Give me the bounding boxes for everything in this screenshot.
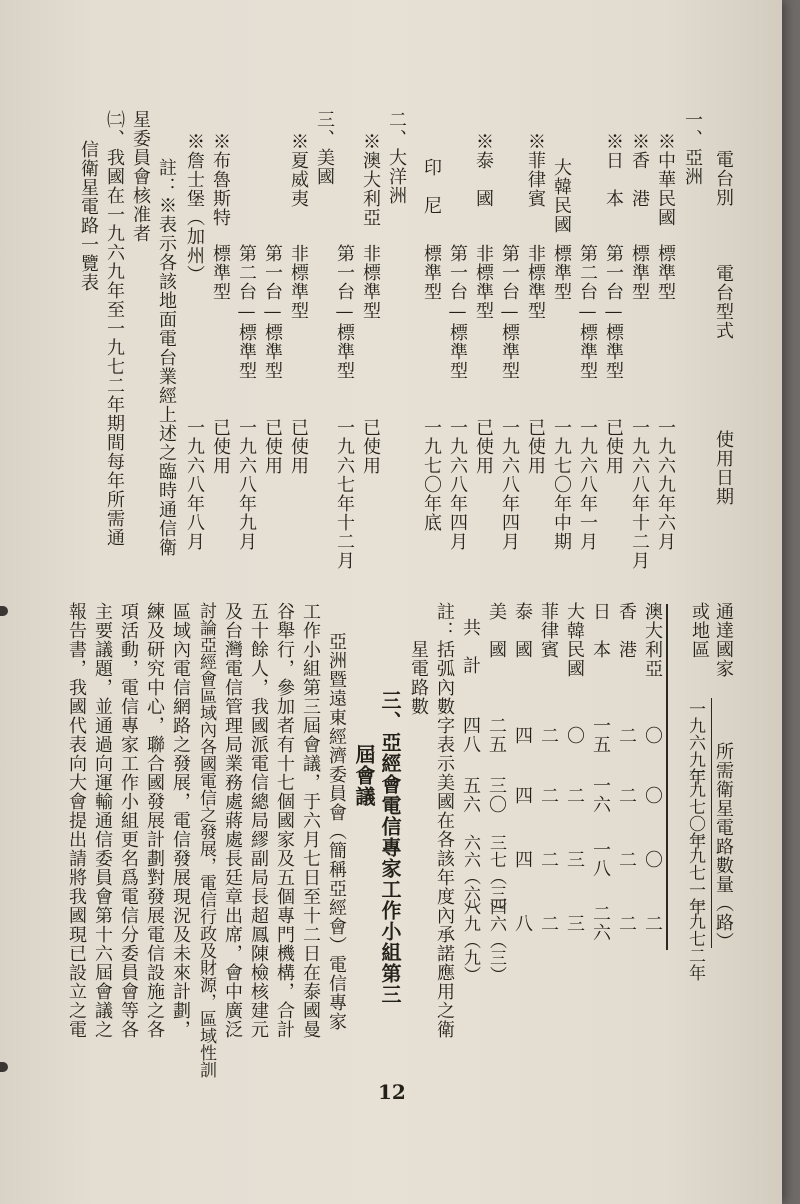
table-cell: 六六（六） [460,834,480,919]
table-cell: 二 [616,726,637,745]
row-date: 一九六八年八月 [184,418,205,551]
section3-title: 三、亞經會電信專家工作小組第三 [378,690,402,1005]
row-type: 標準型 [421,244,442,301]
year-header: 一九七二年 [685,896,705,981]
row-date: 一九六七年十二月 [334,418,355,570]
table-rule [711,698,712,948]
table-cell: 二 [616,850,637,869]
row-name: ※香 港 [629,132,650,208]
row-date: 已使用 [360,418,381,475]
section-heading-asia: 一、亞洲 [682,110,703,186]
paragraph-line: 五十餘人，我國派電信總局繆副局長超鳳陳檢核建元 [248,602,269,1039]
table-row-name: 共 計 [460,618,481,675]
row-date: 已使用 [288,418,309,475]
table-row-name: 美 國 [486,602,507,659]
row-type: 第一台—標準型 [603,244,624,380]
paragraph-line: 主要議題，並通過向運輸通信委員會第十六屆會議之 [92,602,113,1039]
paragraph-line: 項活動，電信專家工作小組更名爲電信分委員會等各 [118,602,139,1039]
table-cell: 二 [616,914,637,933]
table-cell: 五六 [460,776,481,814]
table-cell: 二 [564,786,585,805]
table-row-name: 香 港 [616,602,637,659]
table-cell: 〇 [642,726,663,745]
row-type: 非標準型 [360,244,381,320]
row-type: 第二台—標準型 [236,244,257,380]
row-date: 一九六八年十二月 [629,418,650,570]
row-type: 第一台—標準型 [334,244,355,380]
row-date: 已使用 [473,418,494,475]
table-cell: 一五 [590,716,611,754]
header-type: 電台型式 [713,264,734,340]
row-name: ※夏威夷 [288,132,309,208]
row-name: ※泰 國 [473,132,494,208]
table-cell: 〇 [564,726,585,745]
table-cell: 四 [512,726,533,745]
year-header: 一九六九年 [685,700,705,785]
table-head-title: 所需衛星電路數量（路） [713,742,734,951]
note-line: 註：※表示各該地面電台業經上述之臨時通信衛 [156,158,177,557]
paragraph-line: 報告書，我國代表向大會提出請將我國現已設立之電 [66,602,87,1039]
table-cell: 八 [512,914,533,933]
paragraph-line: 區域內電信網路之發展，電信發展現況及未來計劃， [170,602,191,1039]
row-date: 一九六八年一月 [577,418,598,551]
section-heading-usa: 三、美國 [314,110,335,186]
row-type: 非標準型 [525,244,546,320]
note-line: 星委員會核准者 [130,110,151,243]
binding-hole [0,606,8,616]
row-name: ※布魯斯特 [210,132,231,227]
table-cell: 三〇 [486,776,507,814]
table-cell: 二 [642,914,663,933]
row-name: 印 尼 [421,158,442,215]
table-cell: 三 [564,914,585,933]
row-type: 非標準型 [473,244,494,320]
paragraph-line: 及台灣電信管理局業務處蔣處長廷章出席，會中廣泛 [222,602,243,1039]
row-type: 第一台—標準型 [447,244,468,380]
row-date: 一九六八年四月 [499,418,520,551]
table-cell: 二 [616,786,637,805]
year-header: 一九七〇年 [685,764,705,849]
table-cell: 三七（三） [486,834,506,919]
row-name: ※菲律賓 [525,132,546,208]
row-type: 第一台—標準型 [262,244,283,380]
table-row-name: 大韓民國 [564,602,585,678]
paragraph-line: 討論亞經會區域內各國電信之發展，電信行政及財源，區域性訓 [196,602,216,1078]
table-cell: 八九（九） [460,898,480,983]
row-type: 標準型 [629,244,650,301]
row-date: 已使用 [262,418,283,475]
item2-line: ㈡、我國在一九六九年至一九七二年期間每年所需通 [104,110,125,547]
paragraph-line: 谷舉行，參加者有十七個國家及五個專門機構，合計 [274,602,295,1039]
paragraph-line: 練及研究中心，聯合國發展計劃對發展電信設施之各 [144,602,165,1039]
table-cell: 二五 [486,716,507,754]
row-date: 一九六九年六月 [655,418,676,551]
table-head-region: 或地區 [689,602,710,659]
paragraph-line: 亞洲暨遠東經濟委員會（簡稱亞經會）電信專家 [326,632,347,1031]
row-date: 一九六八年四月 [447,418,468,551]
page-number: 12 [378,1080,406,1104]
table-cell: 〇 [642,850,663,869]
row-name: ※日 本 [603,132,624,208]
binding-hole [0,1062,8,1072]
row-date: 一九六八年九月 [236,418,257,551]
item2-line: 信衛星電路一覽表 [78,140,99,292]
row-type: 標準型 [655,244,676,301]
table-row-name: 菲律賓 [538,602,559,659]
table-note-line: 註：括弧內數字表示美國在各該年度內承諾應用之衛 [434,602,455,1039]
section3-title: 屆會議 [352,744,376,807]
table-cell: 一八 [590,840,611,878]
table-row-name: 澳大利亞 [642,602,663,678]
row-type: 第一台—標準型 [499,244,520,380]
table-cell: 〇 [642,786,663,805]
row-date: 已使用 [525,418,546,475]
table-cell: 一六 [590,776,611,814]
row-type: 標準型 [551,244,572,301]
row-name: ※澳大利亞 [360,132,381,227]
table-cell: 四 [512,850,533,869]
table-cell: 二 [538,726,559,745]
table-note-line: 星電路數 [408,640,429,716]
paragraph-line: 工作小組第三屆會議，于六月七日至十二日在泰國曼 [300,602,321,1039]
section-heading-oceania: 二、大洋洲 [386,110,407,205]
row-type: 標準型 [210,244,231,301]
table-cell: 二 [538,850,559,869]
row-name: ※詹士堡（加州） [184,132,205,284]
row-name: 大韓民國 [551,158,572,234]
table-cell: 二 [538,914,559,933]
header-date: 使用日期 [713,430,734,506]
row-date: 已使用 [210,418,231,475]
table-cell: 四 [512,786,533,805]
table-cell: 四六（三） [486,898,506,983]
table-row-name: 泰 國 [512,602,533,659]
table-cell: 二 [538,786,559,805]
table-cell: 二六 [590,904,611,942]
table-cell: 四八 [460,716,481,754]
table-head-country: 通達國家 [713,602,734,678]
row-date: 一九七〇年中期 [551,418,572,551]
row-name: ※中華民國 [655,132,676,227]
year-header: 一九七一年 [685,830,705,915]
table-rule [666,604,668,950]
header-station: 電台別 [713,150,734,207]
table-cell: 三 [564,850,585,869]
row-type: 非標準型 [288,244,309,320]
table-row-name: 日 本 [590,602,611,659]
row-date: 一九七〇年底 [421,418,442,532]
row-type: 第二台—標準型 [577,244,598,380]
row-date: 已使用 [603,418,624,475]
